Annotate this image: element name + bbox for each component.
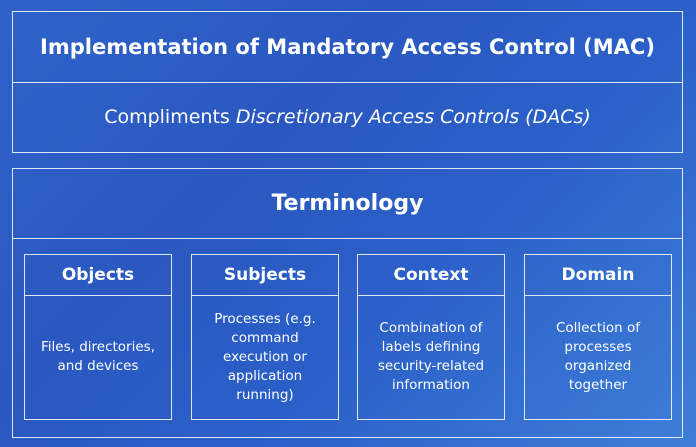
card-line: and devices — [57, 358, 139, 374]
card-line: running) — [236, 386, 294, 403]
terminology-box — [12, 168, 683, 438]
card-title: Context — [358, 255, 504, 296]
card-line: Collection of — [555, 320, 641, 336]
card-line: Processes (e.g. — [214, 310, 316, 327]
card-line: together — [568, 377, 628, 393]
card-line: security-related — [377, 358, 485, 374]
card-title: Subjects — [192, 255, 338, 296]
subtitle-italic: Discretionary Access Controls (DACs) — [235, 106, 591, 128]
card-context — [357, 254, 505, 420]
card-description — [525, 295, 671, 419]
mac-header-box — [12, 11, 683, 153]
page-title: Implementation of Mandatory Access Control (MAC) — [13, 12, 682, 83]
card-title: Domain — [525, 255, 671, 296]
card-line: application — [227, 367, 303, 384]
subtitle-plain: Compliments — [104, 106, 236, 128]
card-line: organized — [564, 358, 632, 374]
card-line: Files, directories, — [41, 339, 155, 355]
card-objects — [24, 254, 172, 420]
card-title: Objects — [25, 255, 171, 296]
card-description — [358, 295, 504, 419]
card-description — [25, 295, 171, 419]
card-subjects — [191, 254, 339, 420]
card-line: execution or — [223, 348, 307, 365]
card-line: Combination of — [379, 320, 483, 336]
subtitle — [13, 82, 682, 152]
card-line: command — [231, 329, 299, 346]
card-line: labels defining — [381, 339, 481, 355]
terminology-heading: Terminology — [13, 169, 682, 239]
card-domain — [524, 254, 672, 420]
card-line: information — [392, 377, 470, 393]
card-description — [192, 295, 338, 419]
card-line: processes — [564, 339, 632, 355]
